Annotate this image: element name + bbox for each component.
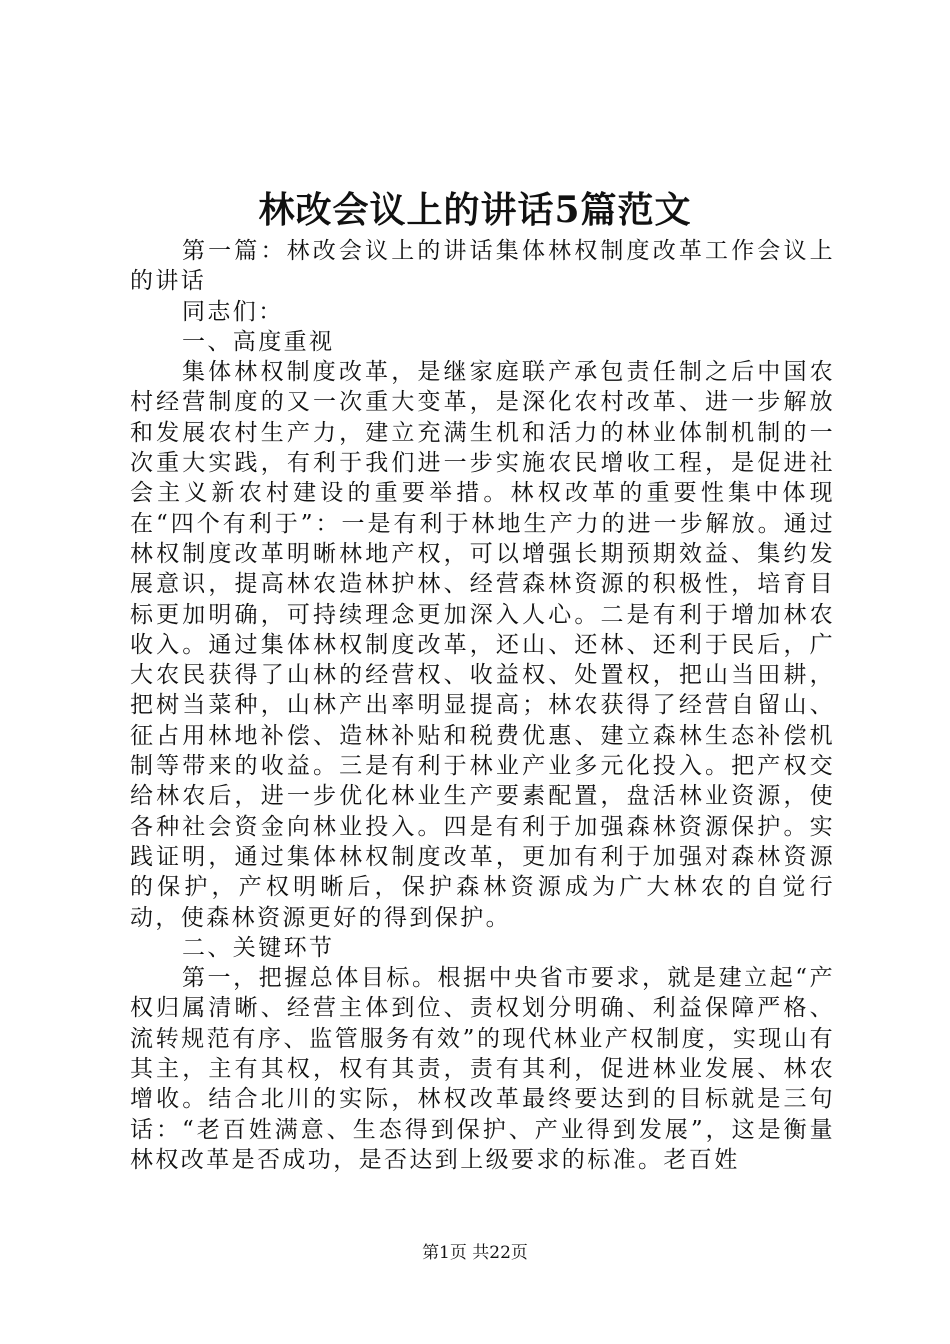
paragraph-body-1: 集体林权制度改革，是继家庭联产承包责任制之后中国农村经营制度的又一次重大变革，是深化农村改革、进一步解放和发展农村生产力，建立充满生机和活力的林业体制机制的一次重大实践，有利于我们进一步实施农民增收工程，是促进社会主义新农村建设的重要举措。林权改革的重要性集中体现在“四个有利于”：一是有利于林地生产力的进一步解放。通过林权制度改革明晰林地产权，可以增强长期预期效益、集约发展意识，提高林农造林护林、经营森林资源的积极性，培育目标更加明确，可持续理念更加深入人心。二是有利于增加林农收入。通过集体林权制度改革，还山、还林、还利于民后，广大农民获得了山林的经营权、收益权、处置权，把山当田耕，把树当菜种，山林产出率明显提高；林农获得了经营自留山、征占用林地补偿、造林补贴和税费优惠、建立森林生态补偿机制等带来的收益。三是有利于林业产业多元化投入。把产权交给林农后，进一步优化林业生产要素配置，盘活林业资源，使各种社会资金向林业投入。四是有利于加强森林资源保护。实践证明，通过集体林权制度改革，更加有利于加强对森林资源的保护，产权明晰后，保护森林资源成为广大林农的自觉行动，使森林资源更好的得到保护。 bbox=[130, 359, 835, 931]
document-title: 林改会议上的讲话5篇范文 bbox=[258, 189, 692, 231]
paragraph-section-heading: 第一篇：林改会议上的讲话集体林权制度改革工作会议上的讲话 bbox=[130, 238, 835, 295]
paragraph-body-2: 第一，把握总体目标。根据中央省市要求，就是建立起“产权归属清晰、经营主体到位、责权划分明确、利益保障严格、流转规范有序、监管服务有效”的现代林业产权制度，实现山有其主，主有其权，权有其责，责有其利，促进林业发展、林农增收。结合北川的实际，林权改革最终要达到的目标就是三句话：“老百姓满意、生态得到保护、产业得到发展”，这是衡量林权改革是否成功，是否达到上级要求的标准。老百姓 bbox=[130, 965, 835, 1173]
document-body bbox=[130, 236, 835, 1175]
page-footer bbox=[0, 1242, 950, 1264]
paragraph-salutation: 同志们： bbox=[182, 298, 284, 325]
paragraph-heading-1: 一、高度重视 bbox=[182, 328, 335, 355]
paragraph-heading-2: 二、关键环节 bbox=[182, 934, 335, 961]
page-total: 共22页 bbox=[472, 1243, 528, 1263]
page-number: 第1页 bbox=[422, 1243, 467, 1263]
